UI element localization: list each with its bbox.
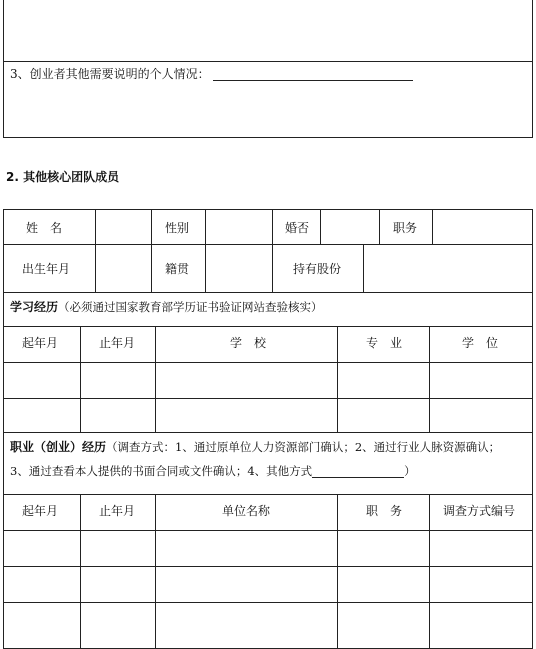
car-header-position: 职 务 bbox=[366, 504, 403, 518]
career-note-2: 3、通过查看本人提供的书面合同或文件确认；4、其他方式 bbox=[10, 464, 313, 478]
vr-edu-c bbox=[337, 326, 338, 432]
vr-r2-e bbox=[363, 244, 364, 292]
car-header-start: 起年月 bbox=[22, 504, 59, 518]
education-title: 学习经历 bbox=[10, 300, 59, 314]
item3-label: 3、创业者其他需要说明的个人情况： bbox=[10, 67, 210, 81]
career-title: 职业（创业）经历 bbox=[10, 440, 107, 454]
section2-heading: 2. 其他核心团队成员 bbox=[6, 170, 120, 184]
car-header-company: 单位名称 bbox=[222, 504, 271, 518]
position-label: 职务 bbox=[393, 221, 418, 235]
car-header-method: 调查方式编号 bbox=[443, 504, 516, 518]
career-other-blank[interactable] bbox=[312, 465, 404, 478]
vr-edu-a bbox=[80, 326, 81, 432]
hr-edu-title bbox=[3, 326, 533, 327]
car-header-end: 止年月 bbox=[99, 504, 136, 518]
hr-row2 bbox=[3, 292, 533, 293]
career-note-2-end: ） bbox=[404, 464, 416, 478]
hr-career-title bbox=[3, 494, 533, 495]
vr-r1-d bbox=[272, 209, 273, 292]
education-title-row bbox=[10, 300, 323, 314]
edu-header-school: 学 校 bbox=[230, 336, 267, 350]
education-note: （必须通过国家教育部学历证书验证网站查验核实） bbox=[58, 300, 323, 314]
career-note-1: （调查方式：1、通过原单位人力资源部门确认；2、通过行业人脉资源确认； bbox=[106, 440, 501, 454]
vr-car-a bbox=[80, 494, 81, 649]
hr-career-r1 bbox=[3, 566, 533, 567]
vr-edu-b bbox=[155, 326, 156, 432]
team-member-table bbox=[3, 209, 533, 649]
edu-header-major: 专 业 bbox=[366, 336, 403, 350]
vr-r1-f bbox=[379, 209, 380, 244]
vr-edu-d bbox=[429, 326, 430, 432]
vr-car-c bbox=[337, 494, 338, 649]
shares-label: 持有股份 bbox=[293, 262, 342, 276]
vr-r1-b bbox=[151, 209, 152, 292]
hr-edu-r2 bbox=[3, 432, 533, 433]
gender-label: 性别 bbox=[165, 221, 190, 235]
career-note-row2 bbox=[10, 464, 416, 478]
vr-r1-a bbox=[95, 209, 96, 292]
top-box-divider bbox=[3, 61, 533, 62]
hr-edu-head bbox=[3, 362, 533, 363]
vr-car-d bbox=[429, 494, 430, 649]
item3-blank[interactable] bbox=[213, 68, 413, 81]
hr-edu-r1 bbox=[3, 398, 533, 399]
hr-row1 bbox=[3, 244, 533, 245]
edu-header-end: 止年月 bbox=[99, 336, 136, 350]
edu-header-degree: 学 位 bbox=[462, 336, 499, 350]
marital-label: 婚否 bbox=[285, 221, 310, 235]
vr-r1-c bbox=[205, 209, 206, 292]
edu-header-start: 起年月 bbox=[22, 336, 59, 350]
vr-car-b bbox=[155, 494, 156, 649]
hr-career-r2 bbox=[3, 602, 533, 603]
vr-r1-e bbox=[320, 209, 321, 244]
name-label: 姓 名 bbox=[26, 221, 63, 235]
origin-label: 籍贯 bbox=[165, 262, 190, 276]
birth-label: 出生年月 bbox=[22, 262, 71, 276]
vr-r1-g bbox=[432, 209, 433, 244]
hr-career-head bbox=[3, 530, 533, 531]
career-title-row bbox=[10, 440, 500, 454]
item3-line bbox=[10, 67, 413, 81]
